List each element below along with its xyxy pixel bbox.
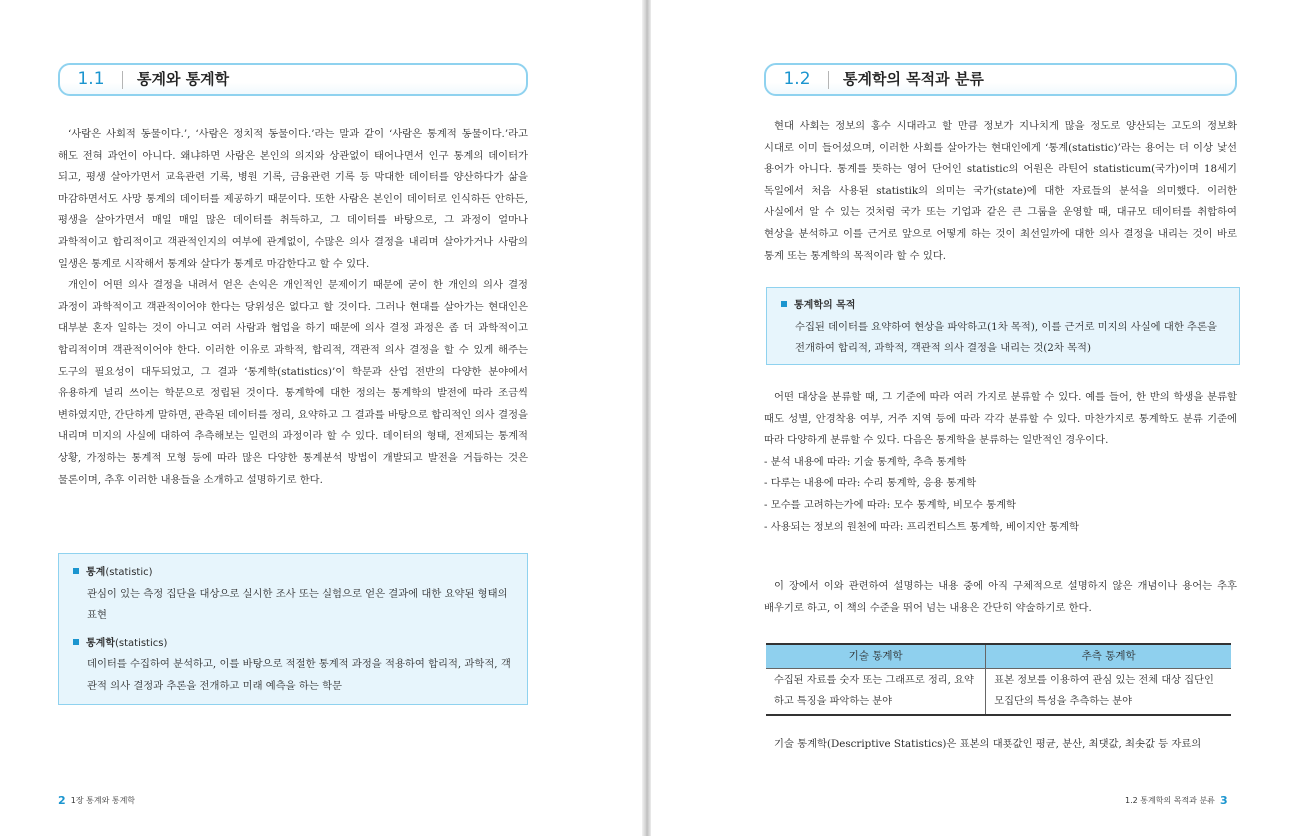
table-cell: 수집된 자료를 숫자 또는 그래프로 정리, 요약하고 특징을 파악하는 분야 [774, 675, 974, 707]
paragraph: 현대 사회는 정보의 홍수 시대라고 할 만큼 정보가 지나치게 많을 정도로 양산되는 고도의 정보화 시대로 이미 들어섰으며, 이러한 사회를 살아가는 현대인에게 ‘통계(statistic)’라는 용어는 더 이상 낯선 용어가 아니다. 통계를 뜻하는 영어 단어인 statistic의 어원은 라틴어 statisticum(국가)이며 18세기 독일에서 처음 사용된 statistik의 의미는 국가(state)에 대한 자료들의 분석을 의미했다. 이러한 사실에서 알 수 있는 것처럼 국가 또는 기업과 같은 큰 그룹을 운영할 때, 대규모 데이터를 취합하여 현상을 분석하고 이를 근거로 앞으로 어떻게 하는 것이 최선일까에 대한 의사 결정을 내리는 것이 바로 통계 또는 통계학의 목적이라 할 수 있다. [764, 120, 1237, 262]
definition-box [58, 553, 528, 705]
paragraph: 어떤 대상을 분류할 때, 그 기준에 따라 여러 가지로 분류할 수 있다. 예를 들어, 한 반의 학생을 분류할 때도 성별, 안경착용 여부, 거주 지역 등에 따라 각각 분류할 수 있다. 마찬가지로 통계학도 분류 기준에 따라 다양하게 분류할 수 있다. 다음은 통계학을 분류하는 일반적인 경우이다. [764, 391, 1237, 447]
section-header-1-1 [58, 63, 528, 96]
book-gutter [642, 0, 651, 836]
page-number: 3 [1220, 794, 1228, 807]
definition-term: 통계 [86, 567, 106, 578]
left-body-text [58, 124, 528, 491]
section-divider [122, 71, 123, 89]
left-footer [58, 794, 135, 807]
paragraph: 기술 통계학(Descriptive Statistics)은 표본의 대푯값인 평균, 분산, 최댓값, 최솟값 등 자료의 [774, 738, 1202, 750]
section-header-1-2 [764, 63, 1237, 96]
purpose-term: 통계학의 목적 [794, 300, 856, 311]
descriptive-stats-paragraph [764, 734, 1237, 756]
table-row [766, 669, 1231, 716]
purpose-text: 수집된 데이터를 요약하여 현상을 파악하고(1차 목적), 이를 근거로 미지의 사실에 대한 추론을 전개하여 합리적, 과학적, 객관적 의사 결정을 내리는 것(2차 목적) [795, 320, 1217, 355]
section-divider [828, 71, 829, 89]
square-bullet-icon [73, 639, 79, 645]
chapter-running-title: 1장 통계와 통계학 [70, 796, 136, 805]
definition-title [73, 562, 513, 584]
paragraph: ‘사람은 사회적 동물이다.’, ‘사람은 정치적 동물이다.’라는 말과 같이 ‘사람은 통계적 동물이다.’라고 해도 전혀 과언이 아니다. 왜냐하면 사람은 본인의 의지와 상관없이 태어나면서 인구 통계의 데이터가 되고, 평생 살아가면서 교육관련 기록, 병원 기록, 금융관련 기록 등 막대한 데이터를 양산하다가 삶을 마감하면서도 사망 통계의 데이터를 제공하기 때문이다. 또한 사람은 본인이 데이터로 인식하든 안하든, 평생을 살아가면서 매일 매일 많은 데이터를 취득하고, 그 데이터를 바탕으로, 그 과정이 얼마나 과학적이고 합리적이고 객관적인지의 여부에 관계없이, 수많은 의사 결정을 내리며 살아가거나 사람의 일생은 통계로 시작해서 통계와 살다가 통계로 마감한다고 할 수 있다. [58, 128, 528, 270]
definition-term-en: (statistic) [105, 567, 153, 578]
square-bullet-icon [73, 568, 79, 574]
classification-intro [764, 387, 1237, 538]
classification-list [764, 452, 1237, 538]
table-header-row [766, 644, 1231, 669]
right-body-text [764, 116, 1237, 267]
section-number: 1.1 [77, 69, 105, 89]
page-number: 2 [58, 794, 66, 807]
list-item: - 사용되는 정보의 원천에 따라: 프리컨티스트 통계학, 베이지안 통계학 [764, 520, 1079, 533]
paragraph: 이 장에서 이와 관련하여 설명하는 내용 중에 아직 구체적으로 설명하지 않은 개념이나 용어는 추후 배우기로 하고, 이 책의 수준을 뛰어 넘는 내용은 간단히 약술하기로 한다. [764, 580, 1237, 614]
definition-term-en: (statistics) [114, 637, 168, 649]
purpose-title [781, 295, 1225, 317]
list-item: - 분석 내용에 따라: 기술 통계학, 추측 통계학 [764, 455, 967, 468]
section-title: 통계학의 목적과 분류 [843, 70, 984, 88]
left-page [0, 0, 642, 836]
list-item: - 다루는 내용에 따라: 수리 통계학, 응용 통계학 [764, 477, 977, 490]
table-header-cell: 기술 통계학 [766, 644, 986, 669]
definition-text: 데이터를 수집하여 분석하고, 이를 바탕으로 적절한 통계적 과정을 적용하여 합리적, 과학적, 객관적 의사 결정과 추론을 전개하고 미래 예측을 하는 학문 [87, 658, 511, 692]
paragraph: 개인이 어떤 의사 결정을 내려서 얻은 손익은 개인적인 문제이기 때문에 굳이 한 개인의 의사 결정 과정이 과학적이고 객관적이어야 한다는 당위성은 없다고 할 것이다. 그러나 현대를 살아가는 현대인은 대부분 혼자 일하는 것이 아니고 여러 사람과 협업을 하기 때문에 의사 결정 과정은 좀 더 과학적이고 합리적이며 객관적이어야 한다. 이러한 이유로 과학적, 합리적, 객관적 의사 결정을 할 수 있게 해주는 도구의 필요성이 대두되었고, 그 결과 ‘통계학(statistics)’이 학문과 산업 전반의 다양한 분야에서 유용하게 널리 쓰이는 학문으로 정립된 것이다. 통계학에 대한 정의는 통계학의 발전에 따라 조금씩 변하였지만, 간단하게 말하면, 관측된 데이터를 정리, 요약하고 그 결과를 바탕으로 합리적인 의사 결정을 내리며 미지의 사실에 대하여 추측해보는 일련의 과정이라 할 수 있다. 데이터의 형태, 전제되는 통계적 상황, 가정하는 통계적 모형 등에 따라 많은 다양한 통계분석 방법이 개발되고 발전을 거듭하는 것은 물론이며, 추후 이러한 내용들을 소개하고 설명하기로 한다. [58, 279, 528, 486]
table-cell: 표본 정보를 이용하여 관심 있는 전체 대상 집단인 모집단의 특성을 추측하는 분야 [986, 669, 1231, 716]
section-number: 1.2 [783, 69, 811, 89]
section-running-title: 1.2 통계학의 목적과 분류 [1125, 796, 1215, 805]
section-title: 통계와 통계학 [137, 70, 230, 88]
table-header-cell: 추측 통계학 [986, 644, 1231, 669]
definition-title [73, 633, 513, 655]
scope-note [764, 576, 1237, 619]
definition-term: 통계학 [86, 637, 115, 649]
definition-text: 관심이 있는 측정 집단을 대상으로 실시한 조사 또는 실험으로 얻은 결과에 대한 요약된 형태의 표현 [87, 587, 508, 622]
list-item: - 모수를 고려하는가에 따라: 모수 통계학, 비모수 통계학 [764, 498, 1016, 511]
square-bullet-icon [781, 301, 787, 307]
statistics-comparison-table [766, 643, 1231, 716]
purpose-box [766, 287, 1240, 365]
right-footer [1125, 794, 1228, 807]
